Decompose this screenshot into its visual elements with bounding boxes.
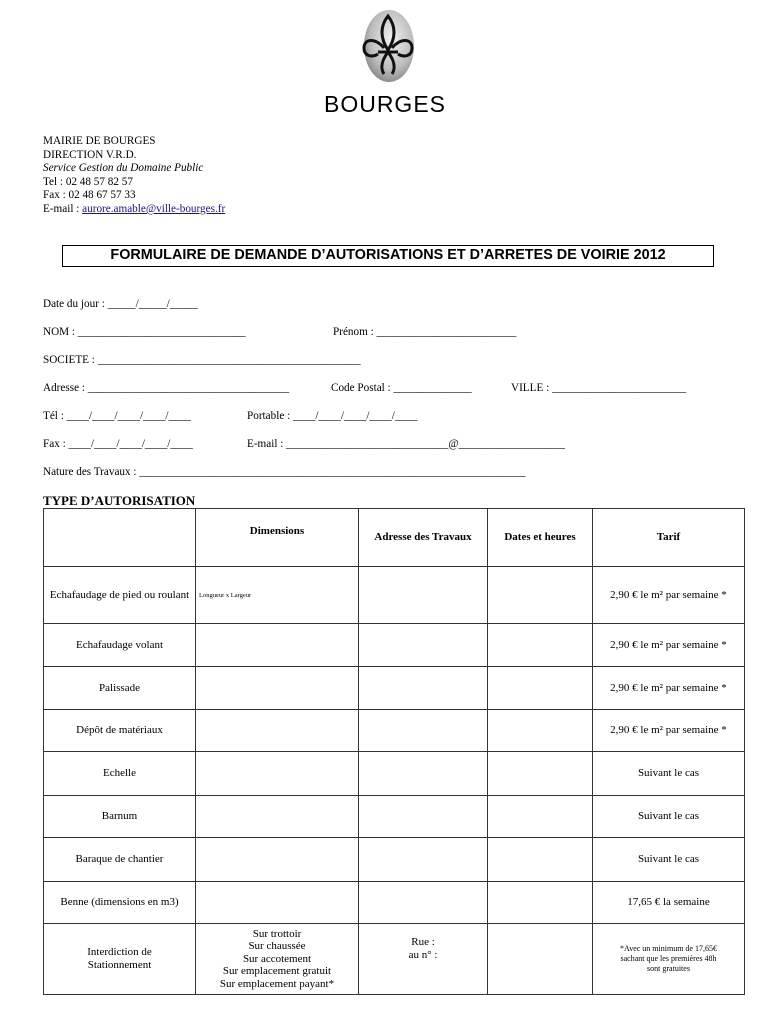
row-adresse[interactable] xyxy=(359,567,488,624)
option-chaussee[interactable]: Sur chaussée xyxy=(248,940,306,953)
service-line: Service Gestion du Domaine Public xyxy=(43,162,204,175)
row-dimensions[interactable] xyxy=(196,624,359,667)
row-adresse[interactable] xyxy=(359,752,488,796)
row-tarif: 2,90 € le m² par semaine * xyxy=(593,710,745,752)
type-line: Interdiction de xyxy=(87,946,152,958)
row-adresse[interactable] xyxy=(359,882,488,924)
portable-field[interactable]: Portable : ____/____/____/____/____ xyxy=(247,410,418,422)
option-accotement[interactable]: Sur accotement xyxy=(242,952,312,965)
option-trottoir[interactable]: Sur trottoir xyxy=(252,927,302,940)
row-type: Palissade xyxy=(44,667,196,710)
mairie-line: MAIRIE DE BOURGES xyxy=(43,135,156,147)
row-type: Barnum xyxy=(44,796,196,838)
row-dimensions[interactable] xyxy=(196,752,359,796)
table-header-row xyxy=(44,509,745,567)
row-type: Echelle xyxy=(44,752,196,796)
nom-field[interactable]: NOM : ______________________________ xyxy=(43,326,246,338)
form-title: FORMULAIRE DE DEMANDE D’AUTORISATIONS ET D’ARRETES DE VOIRIE 2012 xyxy=(62,245,714,267)
section-title: TYPE D’AUTORISATION xyxy=(43,493,196,508)
ville-field[interactable]: VILLE : ________________________ xyxy=(511,382,687,394)
row-dates[interactable] xyxy=(488,710,593,752)
tarif-note: sachant que les premières 48h xyxy=(620,954,717,963)
authorization-table xyxy=(43,508,745,995)
row-dates[interactable] xyxy=(488,924,593,995)
nature-travaux-field[interactable]: Nature des Travaux : _____________________________________________________________________ xyxy=(43,466,526,478)
row-dates[interactable] xyxy=(488,882,593,924)
row-dimensions[interactable] xyxy=(196,882,359,924)
row-type xyxy=(44,924,196,995)
header-dimensions: Dimensions xyxy=(196,509,359,567)
tarif-note: sont gratuites xyxy=(647,964,690,973)
row-adresse[interactable] xyxy=(359,838,488,882)
row-type: Benne (dimensions en m3) xyxy=(44,882,196,924)
sender-block xyxy=(43,135,225,217)
row-tarif xyxy=(593,924,745,995)
tel-field[interactable]: Tél : ____/____/____/____/____ xyxy=(43,410,191,422)
row-type: Echafaudage de pied ou roulant xyxy=(44,567,196,624)
table-row xyxy=(44,882,745,924)
row-adresse[interactable] xyxy=(359,710,488,752)
table-row xyxy=(44,624,745,667)
row-dimensions[interactable] xyxy=(196,710,359,752)
tarif-note: *Avec un minimum de 17,65€ xyxy=(620,944,717,953)
table-row xyxy=(44,667,745,710)
row-tarif: 17,65 € la semaine xyxy=(593,882,745,924)
prenom-field[interactable]: Prénom : _________________________ xyxy=(333,326,517,338)
row-type: Dépôt de matériaux xyxy=(44,710,196,752)
code-postal-field[interactable]: Code Postal : ______________ xyxy=(331,382,472,394)
email-link[interactable]: aurore.amable@ville-bourges.fr xyxy=(82,202,226,215)
row-dates[interactable] xyxy=(488,838,593,882)
header-tarif: Tarif xyxy=(593,509,745,567)
row-tarif: 2,90 € le m² par semaine * xyxy=(593,624,745,667)
option-emplacement-gratuit[interactable]: Sur emplacement gratuit xyxy=(222,965,332,978)
phone-line: Tel : 02 48 57 82 57 xyxy=(43,175,133,188)
row-adresse[interactable] xyxy=(359,796,488,838)
table-row xyxy=(44,838,745,882)
societe-field[interactable]: SOCIETE : _______________________________________________ xyxy=(43,354,361,366)
row-dates[interactable] xyxy=(488,752,593,796)
row-adresse[interactable] xyxy=(359,924,488,995)
direction-line: DIRECTION V.R.D. xyxy=(43,148,137,161)
header-empty-cell xyxy=(44,509,196,567)
email-label: E-mail : xyxy=(43,202,83,215)
email-field[interactable]: E-mail : _____________________________@___________________ xyxy=(247,438,565,450)
table-row-stationnement xyxy=(44,924,745,995)
city-name: BOURGES xyxy=(323,91,447,117)
row-adresse[interactable] xyxy=(359,624,488,667)
header-dates: Dates et heures xyxy=(488,509,593,567)
row-tarif: Suivant le cas xyxy=(593,838,745,882)
table-row xyxy=(44,752,745,796)
fax-field[interactable]: Fax : ____/____/____/____/____ xyxy=(43,438,193,450)
row-dimensions[interactable] xyxy=(196,924,359,995)
row-dates[interactable] xyxy=(488,567,593,624)
row-dates[interactable] xyxy=(488,624,593,667)
row-adresse[interactable] xyxy=(359,667,488,710)
table-row xyxy=(44,567,745,624)
row-tarif: Suivant le cas xyxy=(593,796,745,838)
header-adresse: Adresse des Travaux xyxy=(359,509,488,567)
adresse-field[interactable]: Adresse : ____________________________________ xyxy=(43,382,290,394)
type-line: Stationnement xyxy=(87,959,152,971)
table-row xyxy=(44,710,745,752)
row-tarif: 2,90 € le m² par semaine * xyxy=(593,667,745,710)
rue-label: Rue : xyxy=(411,936,435,948)
row-dates[interactable] xyxy=(488,667,593,710)
row-dates[interactable] xyxy=(488,796,593,838)
row-tarif: Suivant le cas xyxy=(593,752,745,796)
numero-label: au n° : xyxy=(408,949,438,961)
fax-line: Fax : 02 48 67 57 33 xyxy=(43,189,136,202)
table-row xyxy=(44,796,745,838)
row-type: Echafaudage volant xyxy=(44,624,196,667)
row-tarif: 2,90 € le m² par semaine * xyxy=(593,567,745,624)
option-emplacement-payant[interactable]: Sur emplacement payant* xyxy=(219,977,335,990)
date-field[interactable]: Date du jour : _____/_____/_____ xyxy=(43,298,198,310)
row-dimensions[interactable] xyxy=(196,796,359,838)
email-line xyxy=(43,203,225,217)
fleur-de-lis-icon xyxy=(356,8,420,84)
row-dimensions[interactable] xyxy=(196,667,359,710)
row-dimensions[interactable]: Longueur x Largeur xyxy=(196,567,359,624)
row-dimensions[interactable] xyxy=(196,838,359,882)
row-type: Baraque de chantier xyxy=(44,838,196,882)
